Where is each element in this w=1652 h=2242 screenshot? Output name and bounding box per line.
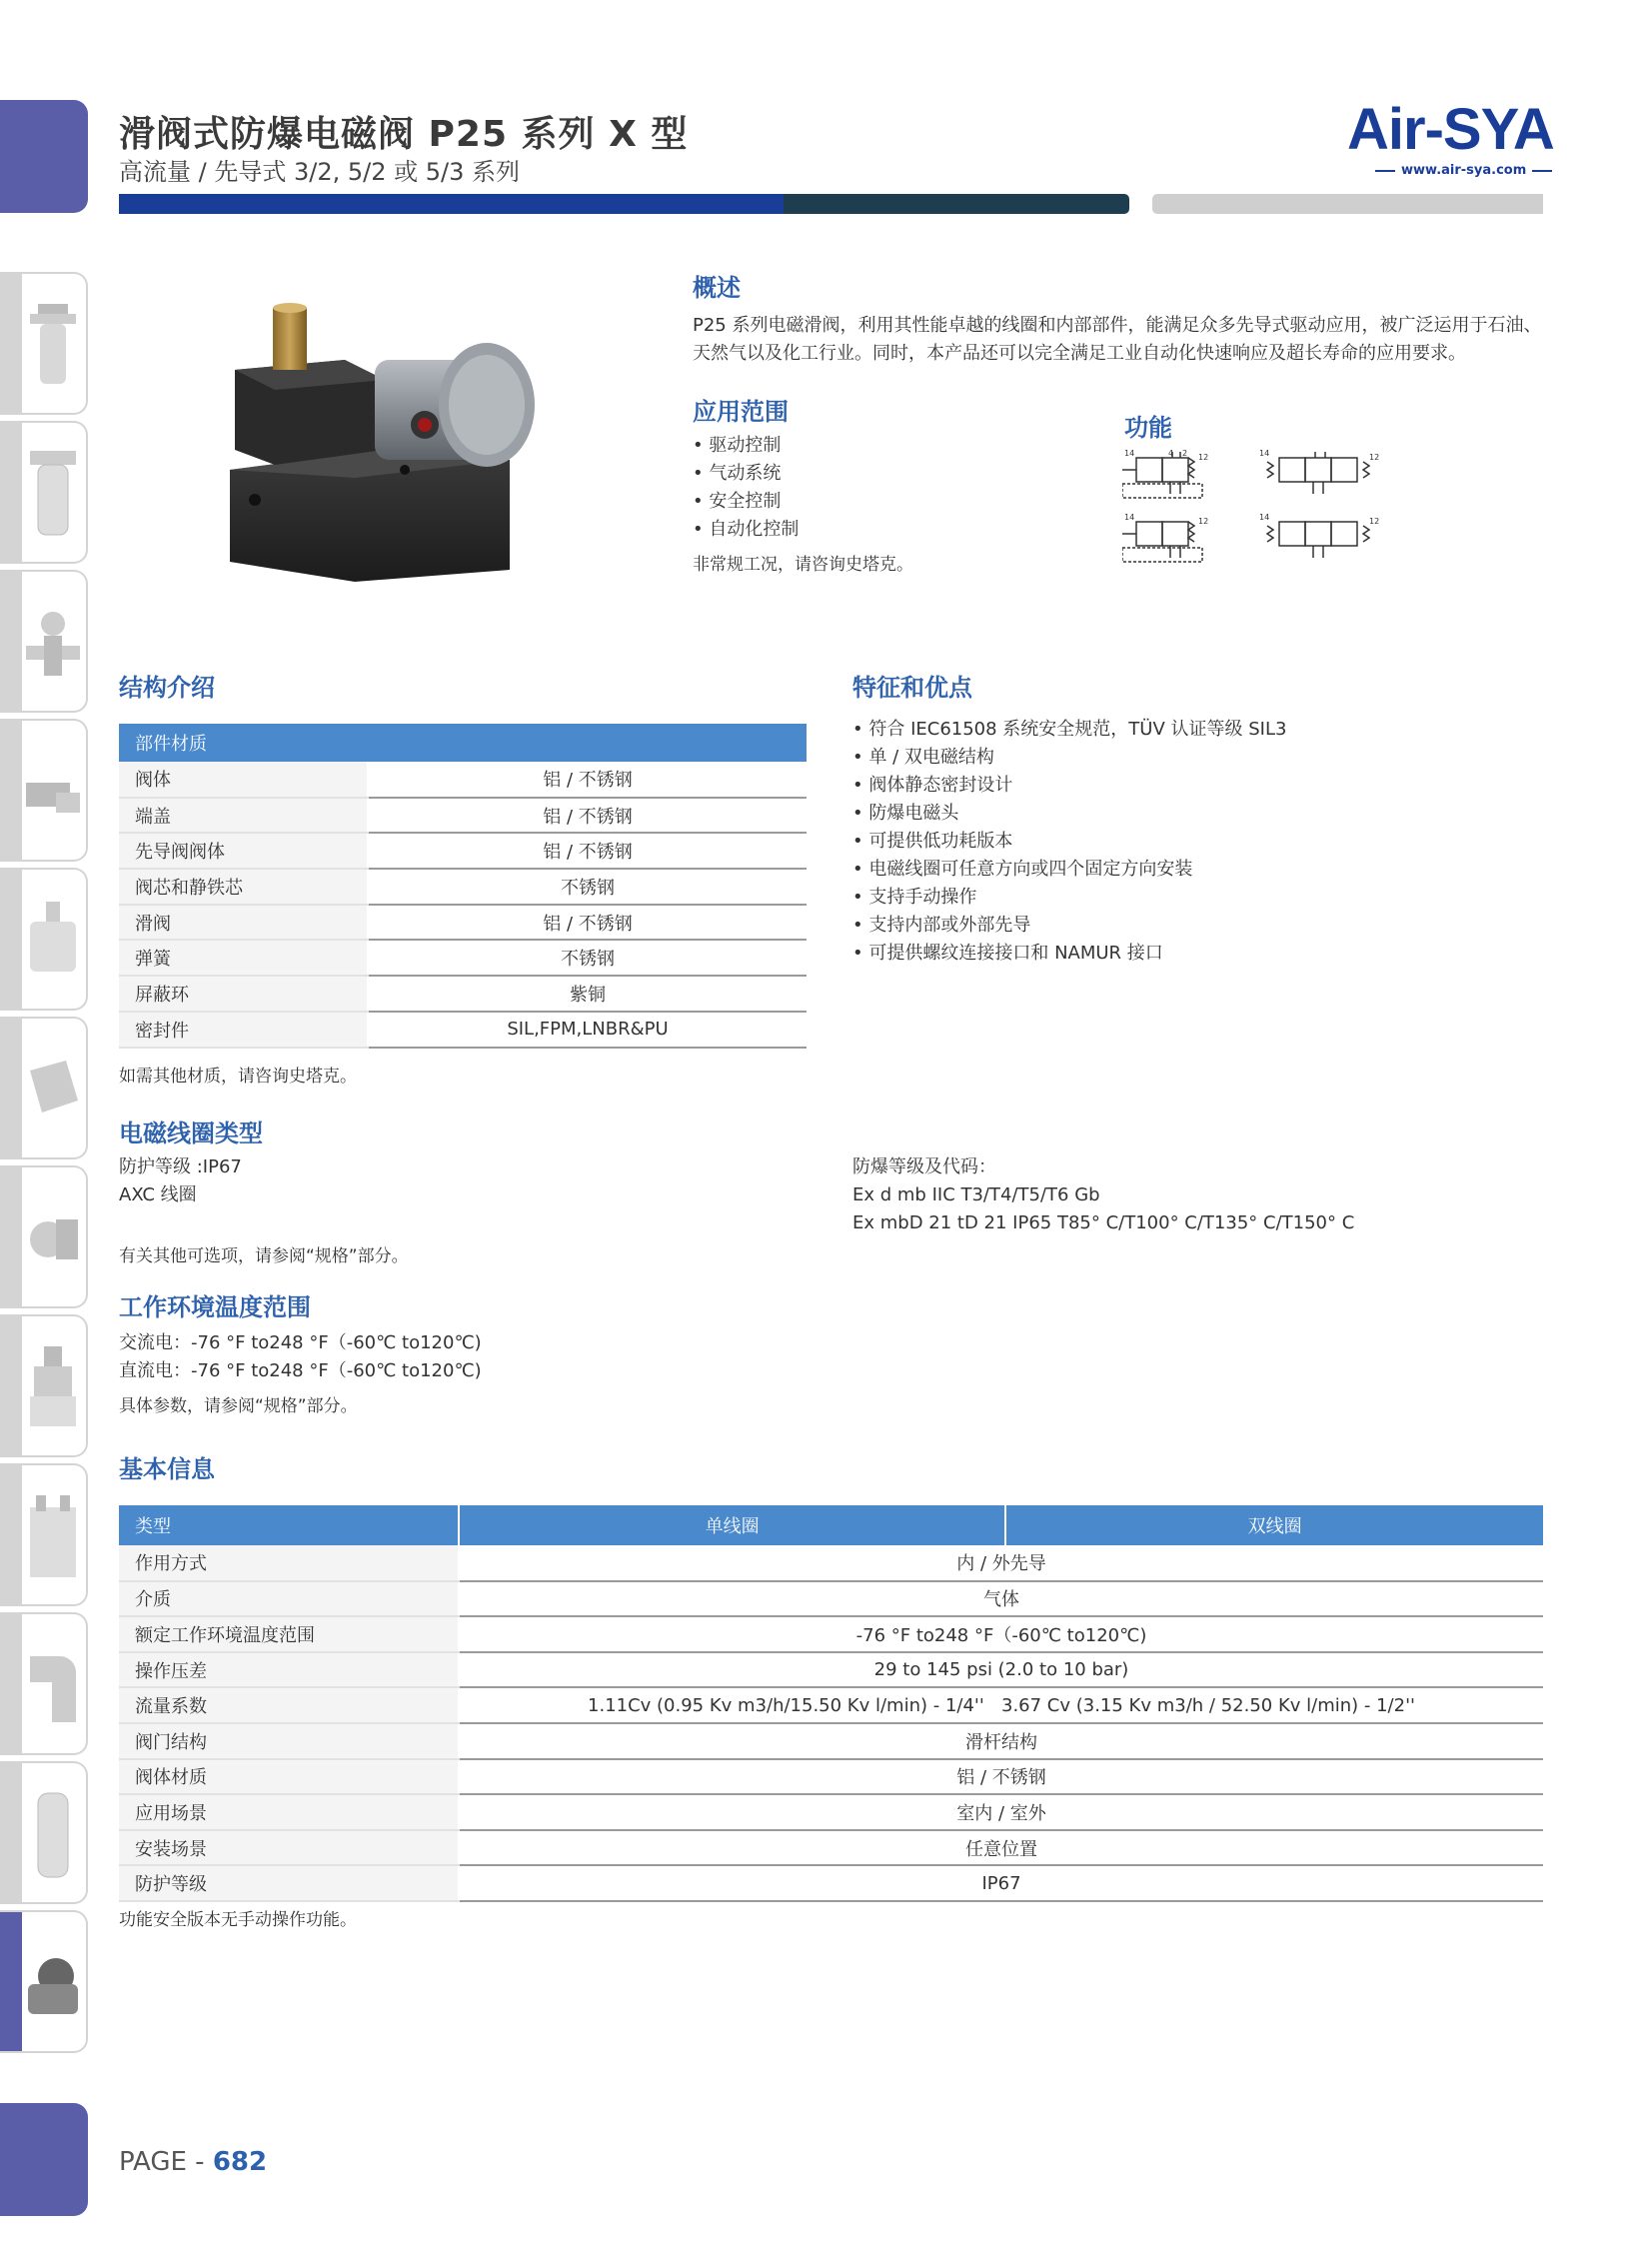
table-row	[119, 940, 807, 976]
side-tab-lubricator[interactable]	[0, 421, 88, 564]
row-value: 滑杆结构	[459, 1723, 1543, 1759]
table-row	[119, 1865, 1543, 1901]
list-item: • 单 / 双电磁结构	[852, 744, 1286, 772]
table-row	[119, 1830, 1543, 1866]
ex-code-1: Ex d mb IIC T3/T4/T5/T6 Gb	[852, 1184, 1100, 1205]
side-tab-regulator[interactable]	[0, 570, 88, 713]
list-item: • 支持内部或外部先导	[852, 912, 1286, 940]
row-label: 阀体材质	[119, 1759, 459, 1795]
solenoid-icon	[26, 1934, 80, 2034]
column-header-type: 类型	[119, 1505, 459, 1545]
valve-icon	[26, 743, 80, 843]
row-label: 阀门结构	[119, 1723, 459, 1759]
silencer-icon	[26, 1785, 80, 1885]
part-material: 不锈钢	[368, 940, 807, 976]
page-subtitle: 高流量 / 先导式 3/2, 5/2 或 5/3 系列	[119, 158, 520, 186]
page-prefix: PAGE -	[119, 2147, 205, 2177]
table-row	[119, 1723, 1543, 1759]
page-title: 滑阀式防爆电磁阀 P25 系列 X 型	[119, 114, 689, 155]
lubricator-icon	[26, 445, 80, 545]
table-row	[119, 869, 807, 905]
side-tab-manifold[interactable]	[0, 1463, 88, 1606]
part-name: 密封件	[119, 1012, 368, 1048]
port-label-4: 4	[1168, 449, 1174, 458]
ex-title: 防爆等级及代码：	[852, 1156, 996, 1177]
part-material: 紫铜	[368, 976, 807, 1012]
actuator-icon	[26, 892, 80, 992]
side-tab-pump[interactable]	[0, 1165, 88, 1308]
row-value: IP67	[459, 1865, 1543, 1901]
list-item: • 安全控制	[693, 488, 799, 516]
temperature-ac: 交流电：-76 °F to248 °F（-60℃ to120℃)	[119, 1332, 482, 1353]
row-value: 铝 / 不锈钢	[459, 1759, 1543, 1795]
part-name: 屏蔽环	[119, 976, 368, 1012]
port-label-12: 12	[1198, 517, 1209, 526]
coil-heading: 电磁线圈类型	[119, 1120, 263, 1147]
material-table-header: 部件材质	[119, 724, 807, 762]
side-tab-positioner[interactable]	[0, 1314, 88, 1457]
part-material: SIL,FPM,LNBR&PU	[368, 1012, 807, 1048]
row-label: 介质	[119, 1581, 459, 1617]
page-number	[119, 2147, 267, 2177]
applications-list	[693, 432, 799, 544]
pump-icon	[26, 1189, 80, 1289]
header-bar-dark	[784, 194, 1129, 214]
row-value: 内 / 外先导	[459, 1545, 1543, 1581]
side-tab-actuator[interactable]	[0, 868, 88, 1011]
row-label: 作用方式	[119, 1545, 459, 1581]
table-row	[119, 1545, 1543, 1581]
features-list	[852, 716, 1286, 968]
column-header-single-coil: 单线圈	[459, 1505, 1005, 1545]
cylinder-icon	[26, 1041, 80, 1140]
table-row	[119, 1012, 807, 1048]
table-row	[119, 905, 807, 941]
part-material: 铝 / 不锈钢	[368, 798, 807, 834]
part-name: 阀体	[119, 762, 368, 798]
table-row	[119, 762, 807, 798]
port-label-12: 12	[1369, 453, 1380, 462]
applications-heading: 应用范围	[693, 398, 789, 426]
table-row	[119, 1616, 1543, 1652]
features-heading: 特征和优点	[852, 674, 972, 702]
valve-symbol-52-double	[1259, 448, 1385, 500]
brand-logo: Air-SYA	[1347, 97, 1554, 162]
temperature-heading: 工作环境温度范围	[119, 1293, 311, 1321]
row-value: 1.11Cv (0.95 Kv m3/h/15.50 Kv l/min) - 1/4'' 3.67 Cv (3.15 Kv m3/h / 52.50 Kv l/min) - 1/2''	[459, 1687, 1543, 1723]
table-row	[119, 833, 807, 869]
side-tab-filter[interactable]	[0, 272, 88, 415]
positioner-icon	[26, 1338, 80, 1438]
table-row	[119, 1687, 1543, 1723]
part-material: 铝 / 不锈钢	[368, 905, 807, 941]
row-label: 安装场景	[119, 1830, 459, 1866]
structure-heading: 结构介绍	[119, 674, 215, 702]
gauge-icon	[26, 594, 80, 694]
list-item: • 电磁线圈可任意方向或四个固定方向安装	[852, 856, 1286, 884]
row-value: 29 to 145 psi (2.0 to 10 bar)	[459, 1652, 1543, 1688]
basic-info-note: 功能安全版本无手动操作功能。	[119, 1910, 357, 1930]
list-item: • 可提供螺纹连接接口和 NAMUR 接口	[852, 940, 1286, 968]
overview-text: P25 系列电磁滑阀，利用其性能卓越的线圈和内部部件，能满足众多先导式驱动应用，被广泛运用于石油、天然气以及化工行业。同时，本产品还可以完全满足工业自动化快速响应及超长寿命的应用要求。	[693, 315, 1542, 364]
coil-protection: 防护等级 :IP67	[119, 1156, 242, 1177]
row-label: 应用场景	[119, 1794, 459, 1830]
row-label: 操作压差	[119, 1652, 459, 1688]
temperature-note: 具体参数，请参阅“规格”部分。	[119, 1396, 358, 1416]
manifold-icon	[26, 1487, 80, 1587]
temperature-dc: 直流电：-76 °F to248 °F（-60℃ to120℃)	[119, 1360, 482, 1381]
header-bar-blue	[119, 194, 784, 214]
list-item: • 可提供低功耗版本	[852, 828, 1286, 856]
row-value: 任意位置	[459, 1830, 1543, 1866]
brand-url: www.air-sya.com	[1369, 163, 1558, 178]
list-item: • 支持手动操作	[852, 884, 1286, 912]
port-label-12: 12	[1198, 453, 1209, 462]
side-tab-valve[interactable]	[0, 719, 88, 862]
list-item: • 符合 IEC61508 系统安全规范，TÜV 认证等级 SIL3	[852, 716, 1286, 744]
row-value: 室内 / 室外	[459, 1794, 1543, 1830]
basic-info-heading: 基本信息	[119, 1455, 215, 1483]
table-row	[119, 1759, 1543, 1795]
product-image	[225, 300, 565, 590]
part-material: 不锈钢	[368, 869, 807, 905]
side-tab-solenoid[interactable]	[0, 1910, 88, 2053]
part-name: 弹簧	[119, 940, 368, 976]
header-bar-gray	[1152, 194, 1543, 214]
side-tab-fitting[interactable]	[0, 1612, 88, 1755]
function-heading: 功能	[1124, 414, 1172, 442]
list-item: • 气动系统	[693, 460, 799, 488]
row-label: 额定工作环境温度范围	[119, 1616, 459, 1652]
coil-note: 有关其他可选项，请参阅“规格”部分。	[119, 1246, 409, 1266]
port-label-14: 14	[1124, 513, 1135, 522]
overview-heading: 概述	[693, 274, 741, 302]
table-row	[119, 1794, 1543, 1830]
row-label: 流量系数	[119, 1687, 459, 1723]
port-label-14: 14	[1124, 449, 1135, 458]
part-material: 铝 / 不锈钢	[368, 762, 807, 798]
table-row	[119, 1652, 1543, 1688]
material-table	[119, 724, 807, 1049]
part-name: 先导阀阀体	[119, 833, 368, 869]
list-item: • 驱动控制	[693, 432, 799, 460]
list-item: • 自动化控制	[693, 516, 799, 544]
list-item: • 阀体静态密封设计	[852, 772, 1286, 800]
side-tab-cylinder[interactable]	[0, 1017, 88, 1159]
valve-symbol-53-double	[1259, 512, 1385, 564]
part-material: 铝 / 不锈钢	[368, 833, 807, 869]
row-value: -76 °F to248 °F（-60℃ to120℃)	[459, 1616, 1543, 1652]
row-value: 气体	[459, 1581, 1543, 1617]
chapter-tab-top	[0, 100, 88, 213]
table-row	[119, 1581, 1543, 1617]
column-header-double-coil: 双线圈	[1005, 1505, 1543, 1545]
valve-symbol-32-single	[1122, 448, 1232, 500]
port-label-12: 12	[1369, 517, 1380, 526]
table-row	[119, 798, 807, 834]
row-label: 防护等级	[119, 1865, 459, 1901]
valve-symbol-52-single	[1122, 512, 1232, 564]
part-name: 端盖	[119, 798, 368, 834]
ex-code-2: Ex mbD 21 tD 21 IP65 T85° C/T100° C/T135° C/T150° C	[852, 1212, 1355, 1233]
port-label-14: 14	[1259, 449, 1270, 458]
port-label-2: 2	[1182, 449, 1188, 458]
filter-icon	[26, 296, 80, 396]
side-tab-silencer[interactable]	[0, 1761, 88, 1904]
part-name: 滑阀	[119, 905, 368, 941]
basic-info-table	[119, 1505, 1543, 1902]
coil-type: AXC 线圈	[119, 1184, 197, 1205]
list-item: • 防爆电磁头	[852, 800, 1286, 828]
table-row	[119, 976, 807, 1012]
elbow-fitting-icon	[26, 1636, 80, 1736]
port-label-14: 14	[1259, 513, 1270, 522]
chapter-tab-bottom	[0, 2103, 88, 2216]
applications-note: 非常规工况，请咨询史塔克。	[693, 555, 913, 575]
structure-note: 如需其他材质，请咨询史塔克。	[119, 1067, 357, 1087]
part-name: 阀芯和静铁芯	[119, 869, 368, 905]
page-number-value: 682	[212, 2147, 268, 2177]
